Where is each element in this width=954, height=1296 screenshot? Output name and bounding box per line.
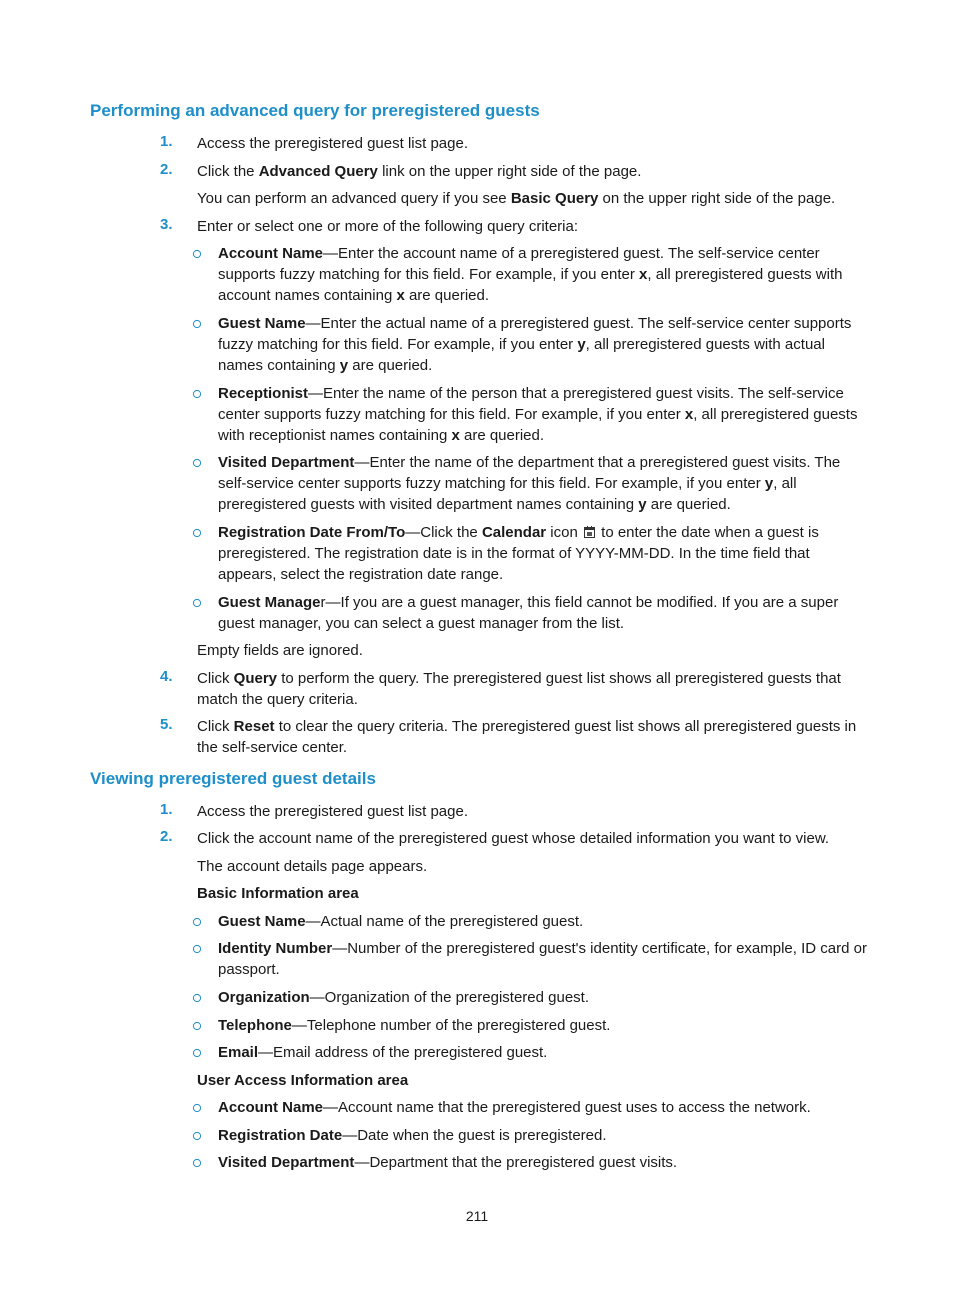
basic-info-item: Guest Name—Actual name of the preregistered guest. bbox=[218, 913, 584, 930]
bullet-circle-icon bbox=[192, 1103, 202, 1113]
access-info-item: Registration Date—Date when the guest is preregistered. bbox=[218, 1127, 607, 1144]
step-number: 5. bbox=[160, 716, 173, 733]
access-info-title: User Access Information area bbox=[197, 1072, 409, 1089]
step-text: Enter or select one or more of the following query criteria: bbox=[197, 218, 579, 235]
basic-info-item: Organization—Organization of the preregistered guest. bbox=[218, 989, 589, 1006]
criteria-item: Guest Manager—If you are a guest manager, this field cannot be modified. If you are a super guest manager, you can select a guest manager from the list. bbox=[218, 594, 839, 632]
step-text: Click the Advanced Query link on the upper right side of the page. bbox=[197, 163, 642, 180]
basic-info-title: Basic Information area bbox=[197, 885, 359, 902]
step-number: 3. bbox=[160, 216, 173, 233]
bullet-circle-icon bbox=[192, 528, 202, 538]
bullet-circle-icon bbox=[192, 1048, 202, 1058]
bullet-circle-icon bbox=[192, 598, 202, 608]
access-info-item: Visited Department—Department that the preregistered guest visits. bbox=[218, 1154, 678, 1171]
bullet-circle-icon bbox=[192, 1021, 202, 1031]
bullet-circle-icon bbox=[192, 993, 202, 1003]
basic-info-item: Identity Number—Number of the preregistered guest's identity certificate, for example, ID card or passport. bbox=[218, 940, 867, 978]
section-heading-guest-details: Viewing preregistered guest details bbox=[90, 769, 376, 788]
criteria-item: Registration Date From/To—Click the Calendar icon to enter the date when a guest is preregistered. The registration date is in the format of YYYY-MM-DD. In the time field that appears, select the registration date range. bbox=[218, 524, 819, 583]
step-number: 2. bbox=[160, 828, 173, 845]
page-number: 211 bbox=[465, 1208, 489, 1224]
bullet-circle-icon bbox=[192, 458, 202, 468]
bullet-circle-icon bbox=[192, 1158, 202, 1168]
bullet-circle-icon bbox=[192, 389, 202, 399]
calendar-icon bbox=[584, 526, 595, 538]
basic-info-item: Email—Email address of the preregistered guest. bbox=[218, 1044, 548, 1061]
criteria-item: Visited Department—Enter the name of the department that a preregistered guest visits. The self-service center supports fuzzy matching for this field. For example, if you enter y, all preregistered guests with visited department names containing y are queried. bbox=[218, 454, 841, 513]
section-heading-advanced-query: Performing an advanced query for preregistered guests bbox=[90, 101, 540, 120]
criteria-item: Guest Name—Enter the actual name of a preregistered guest. The self-service center supports fuzzy matching for this field. For example, if you enter y, all preregistered guests with actual names containing y are queried. bbox=[218, 315, 852, 374]
step-text: Click Query to perform the query. The preregistered guest list shows all preregistered guests that match the query criteria. bbox=[197, 670, 841, 708]
step-number: 4. bbox=[160, 668, 173, 685]
step-number: 1. bbox=[160, 133, 173, 150]
bullet-circle-icon bbox=[192, 1131, 202, 1141]
bullet-circle-icon bbox=[192, 944, 202, 954]
step-note: You can perform an advanced query if you see Basic Query on the upper right side of the page. bbox=[197, 190, 836, 207]
access-info-item: Account Name—Account name that the preregistered guest uses to access the network. bbox=[218, 1099, 811, 1116]
step-note: The account details page appears. bbox=[197, 858, 428, 875]
empty-fields-note: Empty fields are ignored. bbox=[197, 642, 363, 659]
step-text: Click Reset to clear the query criteria. The preregistered guest list shows all preregistered guests in the self-service center. bbox=[197, 718, 857, 756]
step-text: Access the preregistered guest list page. bbox=[197, 803, 468, 820]
step-number: 1. bbox=[160, 801, 173, 818]
step-number: 2. bbox=[160, 161, 173, 178]
criteria-item: Receptionist—Enter the name of the person that a preregistered guest visits. The self-service center supports fuzzy matching for this field. For example, if you enter x, all preregistered guests with receptionist names containing x are queried. bbox=[218, 385, 858, 444]
bullet-circle-icon bbox=[192, 319, 202, 329]
step-text: Click the account name of the preregistered guest whose detailed information you want to view. bbox=[197, 830, 830, 847]
bullet-circle-icon bbox=[192, 249, 202, 259]
step-text: Access the preregistered guest list page. bbox=[197, 135, 468, 152]
basic-info-item: Telephone—Telephone number of the preregistered guest. bbox=[218, 1017, 611, 1034]
bullet-circle-icon bbox=[192, 917, 202, 927]
criteria-item: Account Name—Enter the account name of a preregistered guest. The self-service center supports fuzzy matching for this field. For example, if you enter x, all preregistered guests with account names containing x are queried. bbox=[218, 245, 843, 304]
